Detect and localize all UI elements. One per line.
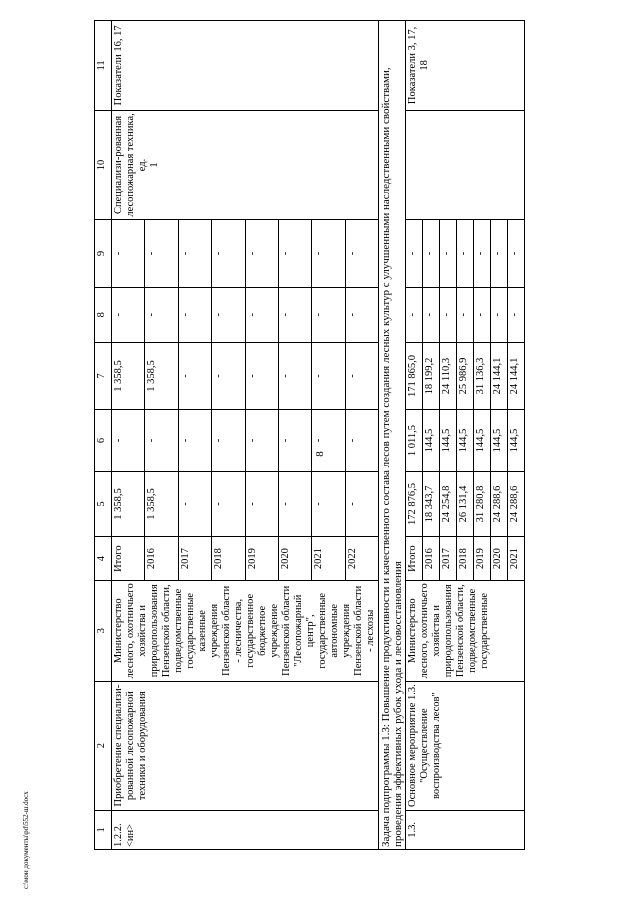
value-federal: - xyxy=(245,410,278,471)
row122-year-row xyxy=(112,21,145,850)
value-federal: 144,5 xyxy=(508,410,525,471)
value-regional: 171 865,0 xyxy=(406,342,423,410)
value-other: - xyxy=(178,220,211,288)
value-federal: - xyxy=(112,410,145,471)
value-other: - xyxy=(345,220,378,288)
year-cell: 2019 xyxy=(245,537,278,581)
value-total: - xyxy=(245,471,278,537)
footer-file-path: c:\мои документы\pd\552-ш.docx xyxy=(22,791,30,889)
value-regional: 24 144,1 xyxy=(508,342,525,410)
row13-name: Основное мероприятие 1.3. "Осуществление воспроизводства лесов" xyxy=(406,681,525,810)
task-row xyxy=(379,21,406,850)
value-total: 31 280,8 xyxy=(474,471,491,537)
column-number: 5 xyxy=(95,471,112,537)
value-federal: 144,5 xyxy=(457,410,474,471)
value-other: - xyxy=(278,220,311,288)
value-other: - xyxy=(212,220,245,288)
value-local: - xyxy=(457,287,474,342)
value-regional: 1 358,5 xyxy=(145,342,178,410)
value-other: - xyxy=(440,220,457,288)
value-federal: 144,5 xyxy=(474,410,491,471)
value-total: 24 254,8 xyxy=(440,471,457,537)
row13-indicator xyxy=(406,110,525,219)
value-other: - xyxy=(508,220,525,288)
value-regional: 31 136,3 xyxy=(474,342,491,410)
value-total: 172 876,5 xyxy=(406,471,423,537)
year-cell: 2020 xyxy=(278,537,311,581)
value-federal: - xyxy=(312,410,345,471)
row13-year-row xyxy=(406,21,423,850)
column-number: 11 xyxy=(95,21,112,111)
year-cell: 2016 xyxy=(423,537,440,581)
value-regional: 25 986,9 xyxy=(457,342,474,410)
year-cell: 2021 xyxy=(508,537,525,581)
value-total: - xyxy=(278,471,311,537)
year-cell: Итого xyxy=(112,537,145,581)
value-other: - xyxy=(245,220,278,288)
value-federal: - xyxy=(145,410,178,471)
year-cell: 2018 xyxy=(457,537,474,581)
column-number: 7 xyxy=(95,342,112,410)
header-row xyxy=(95,21,112,850)
value-federal: 1 011,5 xyxy=(406,410,423,471)
value-other: - xyxy=(457,220,474,288)
column-number: 3 xyxy=(95,580,112,681)
value-total: - xyxy=(345,471,378,537)
column-number: 10 xyxy=(95,110,112,219)
value-regional: - xyxy=(278,342,311,410)
value-other: - xyxy=(406,220,423,288)
value-regional: - xyxy=(212,342,245,410)
value-local: - xyxy=(491,287,508,342)
value-total: 1 358,5 xyxy=(145,471,178,537)
value-federal: - xyxy=(178,410,211,471)
value-local: - xyxy=(406,287,423,342)
value-federal: - xyxy=(278,410,311,471)
program-table xyxy=(94,20,525,850)
value-total: 18 343,7 xyxy=(423,471,440,537)
row122-indicator: Специализи-рованная лесопожарная техника, ед. 1 xyxy=(112,110,379,219)
value-local: - xyxy=(245,287,278,342)
value-total: 24 288,6 xyxy=(491,471,508,537)
value-local: - xyxy=(508,287,525,342)
value-local: - xyxy=(440,287,457,342)
value-federal: 144,5 xyxy=(440,410,457,471)
year-cell: 2022 xyxy=(345,537,378,581)
year-cell: 2017 xyxy=(440,537,457,581)
value-regional: - xyxy=(345,342,378,410)
year-cell: 2017 xyxy=(178,537,211,581)
value-total: 24 288,6 xyxy=(508,471,525,537)
value-other: - xyxy=(145,220,178,288)
value-local: - xyxy=(312,287,345,342)
row122-number: 1.2.2.<ин> xyxy=(112,810,379,849)
column-number: 4 xyxy=(95,537,112,581)
value-local: - xyxy=(145,287,178,342)
row122-name: Приобретение специализи-рованной лесопожарной техники и оборудования xyxy=(112,681,379,810)
rotated-table-container xyxy=(94,20,634,850)
column-number: 6 xyxy=(95,410,112,471)
column-number: 8 xyxy=(95,287,112,342)
value-regional: 18 199,2 xyxy=(423,342,440,410)
row13-executor: Министерство лесного, охотничьего хозяйства и природопользования Пензенской области, подведомственные государственные xyxy=(406,580,525,681)
value-regional: - xyxy=(245,342,278,410)
value-federal: 144,5 xyxy=(491,410,508,471)
value-federal: 144,5 xyxy=(423,410,440,471)
year-cell: Итого xyxy=(406,537,423,581)
value-regional: - xyxy=(312,342,345,410)
value-local: - xyxy=(212,287,245,342)
value-total: 1 358,5 xyxy=(112,471,145,537)
value-other: - xyxy=(312,220,345,288)
value-other: - xyxy=(423,220,440,288)
value-local: - xyxy=(474,287,491,342)
value-total: - xyxy=(212,471,245,537)
year-cell: 2018 xyxy=(212,537,245,581)
value-regional: 1 358,5 xyxy=(112,342,145,410)
value-local: - xyxy=(345,287,378,342)
year-cell: 2020 xyxy=(491,537,508,581)
value-other: - xyxy=(491,220,508,288)
value-regional: 24 110,3 xyxy=(440,342,457,410)
task-text: Задача подпрограммы 1.3: Повышение продуктивности и качественного состава лесов путем создания лесных культур с улучшенными наследственными свойствами, проведения эффективных рубок ухода и лесовосстановления xyxy=(379,21,406,850)
value-total: - xyxy=(312,471,345,537)
value-regional: 24 144,1 xyxy=(491,342,508,410)
year-cell: 2019 xyxy=(474,537,491,581)
year-cell: 2016 xyxy=(145,537,178,581)
page-number: 8 xyxy=(314,451,326,457)
row122-executor: Министерство лесного, охотничьего хозяйства и природопользования Пензенской области, подведомственные государственные казенные учреждения Пензенской области - лесничества, государственное бюджетное учреждение Пензенской области "Лесопожарный центр", государственные автономные учреждения Пензенской области - лесхозы xyxy=(112,580,379,681)
value-other: - xyxy=(474,220,491,288)
value-total: - xyxy=(178,471,211,537)
value-local: - xyxy=(178,287,211,342)
value-federal: - xyxy=(212,410,245,471)
value-regional: - xyxy=(178,342,211,410)
value-local: - xyxy=(112,287,145,342)
row122-targets: Показатели 16, 17 xyxy=(112,21,379,111)
column-number: 9 xyxy=(95,220,112,288)
value-federal: - xyxy=(345,410,378,471)
value-total: 26 131,4 xyxy=(457,471,474,537)
column-number: 1 xyxy=(95,810,112,849)
value-local: - xyxy=(423,287,440,342)
column-number: 2 xyxy=(95,681,112,810)
value-other: - xyxy=(112,220,145,288)
row13-targets: Показатели 3, 17, 18 xyxy=(406,21,525,111)
year-cell: 2021 xyxy=(312,537,345,581)
row13-number: 1.3. xyxy=(406,810,525,849)
value-local: - xyxy=(278,287,311,342)
